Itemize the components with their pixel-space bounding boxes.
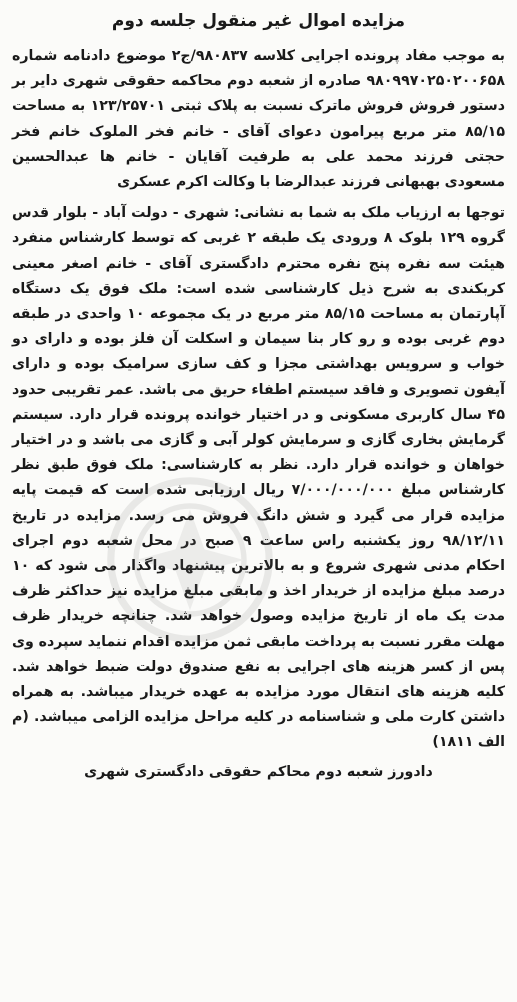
notice-paragraph-intro: به موجب مفاد پرونده اجرایی کلاسه ۹۸۰۸۳۷/ج۲ موضوع دادنامه شماره ۹۸۰۹۹۷۰۲۵۰۲۰۰۶۵۸ صادره از شعبه دوم محاکمه حقوقی شهری دایر بر دستور فروش فروش ماترک نسبت به پلاک ثبتی ۱۲۳/۲۵۷۰۱ به مساحت ۸۵/۱۵ متر مربع پیرامون دعوای آقای - خانم فخر الملوک خانم فخر حجتی فرزند محمد علی به طرفیت آقایان - خانم ها عبدالحسین مسعودی بهبهانی فرزند عبدالرضا با وکالت اکرم عسکری	[12, 48, 506, 191]
notice-title: مزایده اموال غیر منقول جلسه دوم	[111, 11, 406, 31]
notice-signature: دادورز شعبه دوم محاکم حقوقی دادگستری شهری	[84, 763, 433, 780]
notice-paragraph-details: توجها به ارزیاب ملک به شما به نشانی: شهری - دولت آباد - بلوار قدس گروه ۱۲۹ بلوک ۸ ورودی یک طبقه ۲ غربی که توسط کارشناس منفرد هیئت سه نفره پنج نفره محترم دادگستری آقای - خانم اصغر معینی کربکندی به شرح ذیل کارشناسی شده است: ملک فوق یک دستگاه آپارتمان به مساحت ۸۵/۱۵ متر مربع در یک مجموعه ۱۰ واحدی در طبقه دوم غربی بوده و رو کار بنا سیمان و اسکلت آن فلز بوده و دارای دو خواب و سرویس بهداشتی مجزا و کف سازی سرامیک بوده و دارای آیفون تصویری و فاقد سیستم اطفاء حریق می باشد. عمر تقریبی حدود ۴۵ سال کاربری مسکونی و در اختیار خوانده پرونده قرار دارد. سیستم گرمایش بخاری گازی و سرمایش کولر آبی و گازی می باشد و در اختیار خواهان و خوانده قرار دارد. نظر به کارشناسی: ملک فوق طبق نظر کارشناس مبلغ ۷/۰۰۰/۰۰۰/۰۰۰ ریال ارزیابی شده است که قیمت پایه مزایده قرار می گیرد و شش دانگ فروش می رسد. مزایده در تاریخ ۹۸/۱۲/۱۱ روز یکشنبه راس ساعت ۹ صبح در محل شعبه دوم اجرای احکام مدنی شهری شروع و به بالاترین پیشنهاد واگذار می شود که ۱۰ درصد مبلغ مزایده از خریدار اخذ و مابقی مبلغ مزایده نیز حداکثر ظرف مدت یک ماه از تاریخ مزایده وصول خواهد شد. چنانچه خریدار ظرف مهلت مقرر نسبت به پرداخت مابقی ثمن مزایده اقدام ننماید سپرده وی پس از کسر هزینه های اجرایی به نفع صندوق دولت ضبط خواهد شد. کلیه هزینه های انتقال مورد مزایده به عهده خریدار میباشد. به همراه داشتن کارت ملی و شناسنامه در کلیه مراحل مزایده الزامی میباشد. (م الف ۱۸۱۱)	[12, 205, 506, 751]
